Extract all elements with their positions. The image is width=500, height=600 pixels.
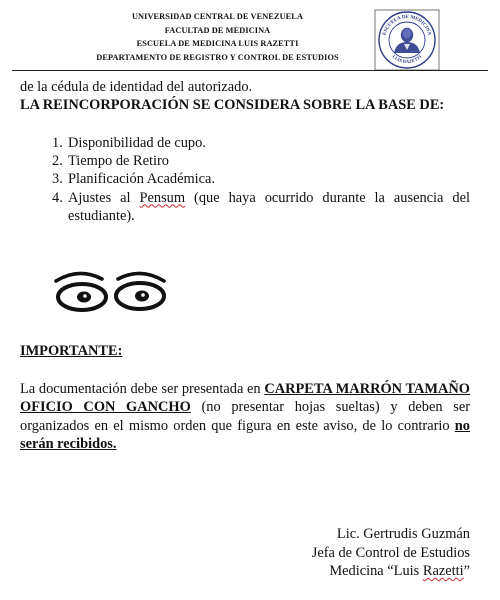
list-item xyxy=(52,170,470,188)
list-item xyxy=(52,152,470,170)
list-number: 1. xyxy=(52,135,63,151)
signature-block xyxy=(312,525,470,581)
list-item xyxy=(52,134,470,152)
seal-text-bottom: LUIS RAZETTI xyxy=(391,53,423,65)
school-name: ESCUELA DE MEDICINA LUIS RAZETTI xyxy=(136,39,299,48)
department-text: Medicina “Luis xyxy=(329,563,423,580)
folder-requirement: CARPETA MARRÓN TAMAÑO OFICIO CON GANCHO xyxy=(20,381,470,416)
misspelled-word: Pensum xyxy=(139,189,186,206)
requirements-list xyxy=(52,134,470,225)
university-name: UNIVERSIDAD CENTRAL DE VENEZUELA xyxy=(131,12,304,21)
intro-line: de la cédula de identidad del autorizado. xyxy=(20,79,253,95)
signer-department xyxy=(312,562,470,581)
rejection-warning: no serán recibidos. xyxy=(20,417,470,453)
list-text xyxy=(68,189,470,225)
list-number: 3. xyxy=(52,171,63,188)
school-seal-icon xyxy=(374,9,440,71)
intro-block xyxy=(20,78,444,114)
list-text: Disponibilidad de cupo. xyxy=(68,135,206,151)
section-heading: LA REINCORPORACIÓN SE CONSIDERA SOBRE LA BASE DE: xyxy=(20,97,445,113)
list-number: 4. xyxy=(52,189,63,206)
list-text: Tiempo de Retiro xyxy=(68,153,170,170)
faculty-name: FACULTAD DE MEDICINA xyxy=(164,25,271,35)
list-item xyxy=(52,189,470,225)
notice-paragraph xyxy=(20,380,470,454)
header-divider xyxy=(12,70,488,71)
department-text-end: ” xyxy=(463,563,470,580)
department-name: DEPARTAMENTO DE REGISTRO Y CONTROL DE ESTUDIOS xyxy=(96,52,339,62)
misspelled-word: Razetti xyxy=(422,563,464,580)
notice-text: La documentación debe ser presentada en xyxy=(20,381,265,397)
notice-text: (no presentar hojas sueltas) y deben ser organizados en el mismo orden que figura en este aviso, de lo contrario xyxy=(20,399,471,434)
list-number: 2. xyxy=(52,153,63,170)
list-text-start: Ajustes al xyxy=(68,189,140,206)
svg-text:LUIS RAZETTI xyxy=(392,54,423,64)
signer-name: Lic. Gertrudis Guzmán xyxy=(336,526,470,542)
eyes-icon xyxy=(52,264,170,316)
seal-text-top: ESCUELA DE MEDICINA xyxy=(382,14,432,36)
list-text: Planificación Académica. xyxy=(68,171,216,188)
list-text-end: (que haya ocurrido durante la ausencia del estudiante). xyxy=(68,189,470,224)
signer-title: Jefa de Control de Estudios xyxy=(311,544,470,561)
letterhead xyxy=(60,10,375,64)
important-heading: IMPORTANTE: xyxy=(20,343,123,359)
